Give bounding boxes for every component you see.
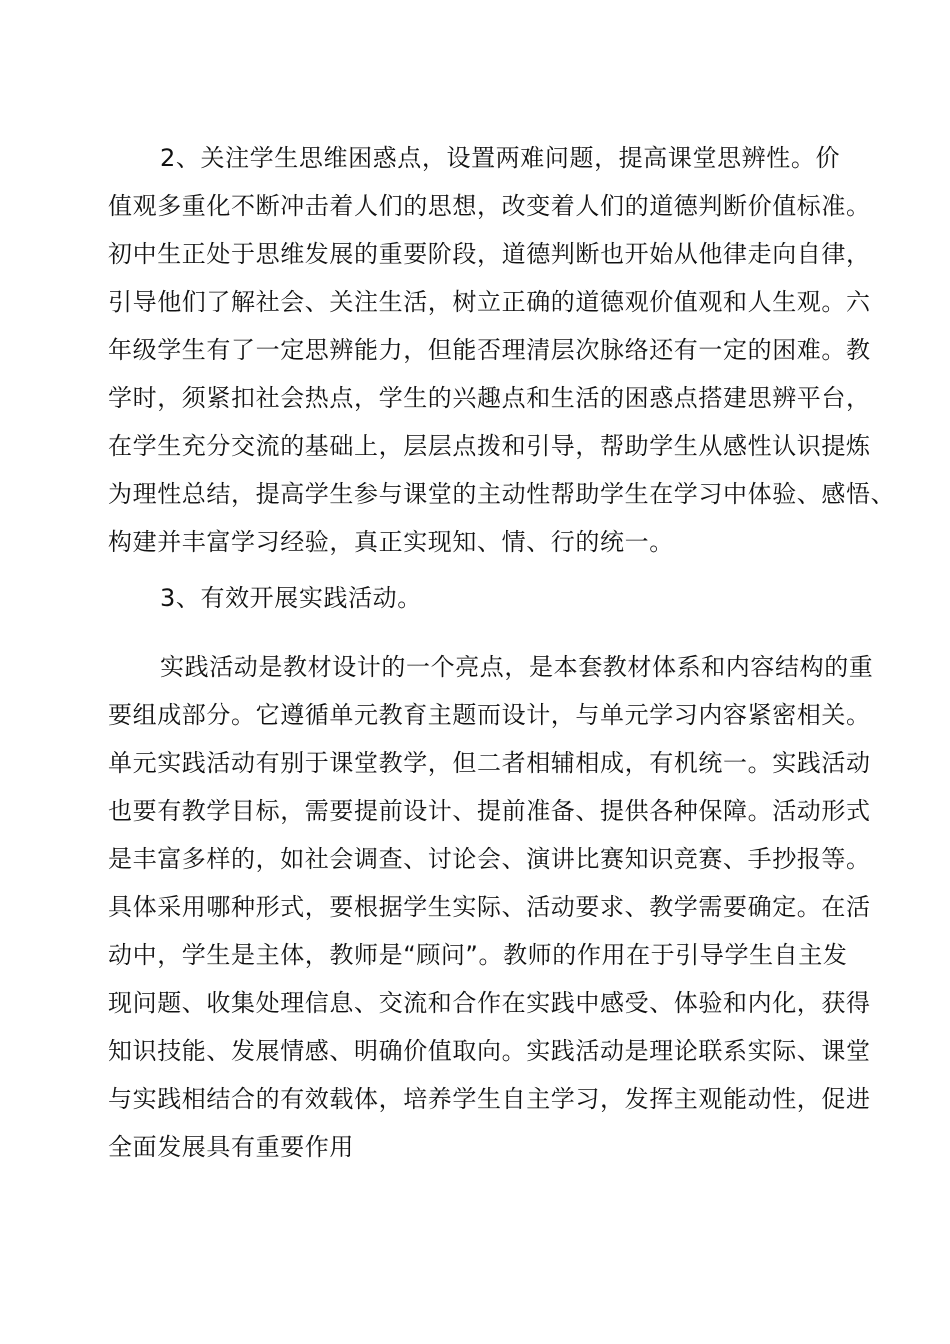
- paragraph-3-line-10: 与实践相结合的有效载体，培养学生自主学习，发挥主观能动性，促进: [108, 1085, 871, 1113]
- paragraph-3-line-9: 知识技能、发展情感、明确价值取向。实践活动是理论联系实际、课堂: [108, 1037, 871, 1065]
- paragraph-3-line-2: 要组成部分。它遵循单元教育主题而设计，与单元学习内容紧密相关。: [108, 701, 871, 729]
- paragraph-2-line-5: 年级学生有了一定思辨能力，但能否理清层次脉络还有一定的困难。教: [108, 336, 871, 364]
- paragraph-2-line-3: 初中生正处于思维发展的重要阶段，道德判断也开始从他律走向自律，: [108, 240, 871, 268]
- paragraph-2-line-7: 在学生充分交流的基础上，层层点拨和引导，帮助学生从感性认识提炼: [108, 432, 871, 460]
- paragraph-3-line-1: 实践活动是教材设计的一个亮点，是本套教材体系和内容结构的重: [160, 653, 874, 681]
- paragraph-2-line-4: 引导他们了解社会、关注生活，树立正确的道德观价值观和人生观。六: [108, 288, 871, 316]
- paragraph-3-line-7: 动中，学生是主体，教师是“顾问”。教师的作用在于引导学生自主发: [108, 941, 848, 969]
- paragraph-3-line-11: 全面发展具有重要作用: [108, 1133, 354, 1161]
- paragraph-2-line-9: 构建并丰富学习经验，真正实现知、情、行的统一。: [108, 528, 674, 556]
- paragraph-2-line-8: 为理性总结，提高学生参与课堂的主动性帮助学生在学习中体验、感悟、: [108, 480, 896, 508]
- paragraph-3-line-3: 单元实践活动有别于课堂教学，但二者相辅相成，有机统一。实践活动: [108, 749, 871, 777]
- paragraph-3-line-8: 现问题、收集处理信息、交流和合作在实践中感受、体验和内化，获得: [108, 989, 871, 1017]
- paragraph-2-line-1: 2、关注学生思维困惑点，设置两难问题，提高课堂思辨性。价: [160, 144, 841, 172]
- paragraph-3-line-4: 也要有教学目标，需要提前设计、提前准备、提供各种保障。活动形式: [108, 797, 871, 825]
- paragraph-3-line-5: 是丰富多样的，如社会调查、讨论会、演讲比赛知识竞赛、手抄报等。: [108, 845, 871, 873]
- paragraph-3-line-6: 具体采用哪种形式，要根据学生实际、活动要求、教学需要确定。在活: [108, 893, 871, 921]
- paragraph-2-line-2: 值观多重化不断冲击着人们的思想，改变着人们的道德判断价值标准。: [108, 192, 871, 220]
- paragraph-2-line-6: 学时，须紧扣社会热点，学生的兴趣点和生活的困惑点搭建思辨平台，: [108, 384, 871, 412]
- section-3-heading: 3、有效开展实践活动。: [160, 584, 422, 612]
